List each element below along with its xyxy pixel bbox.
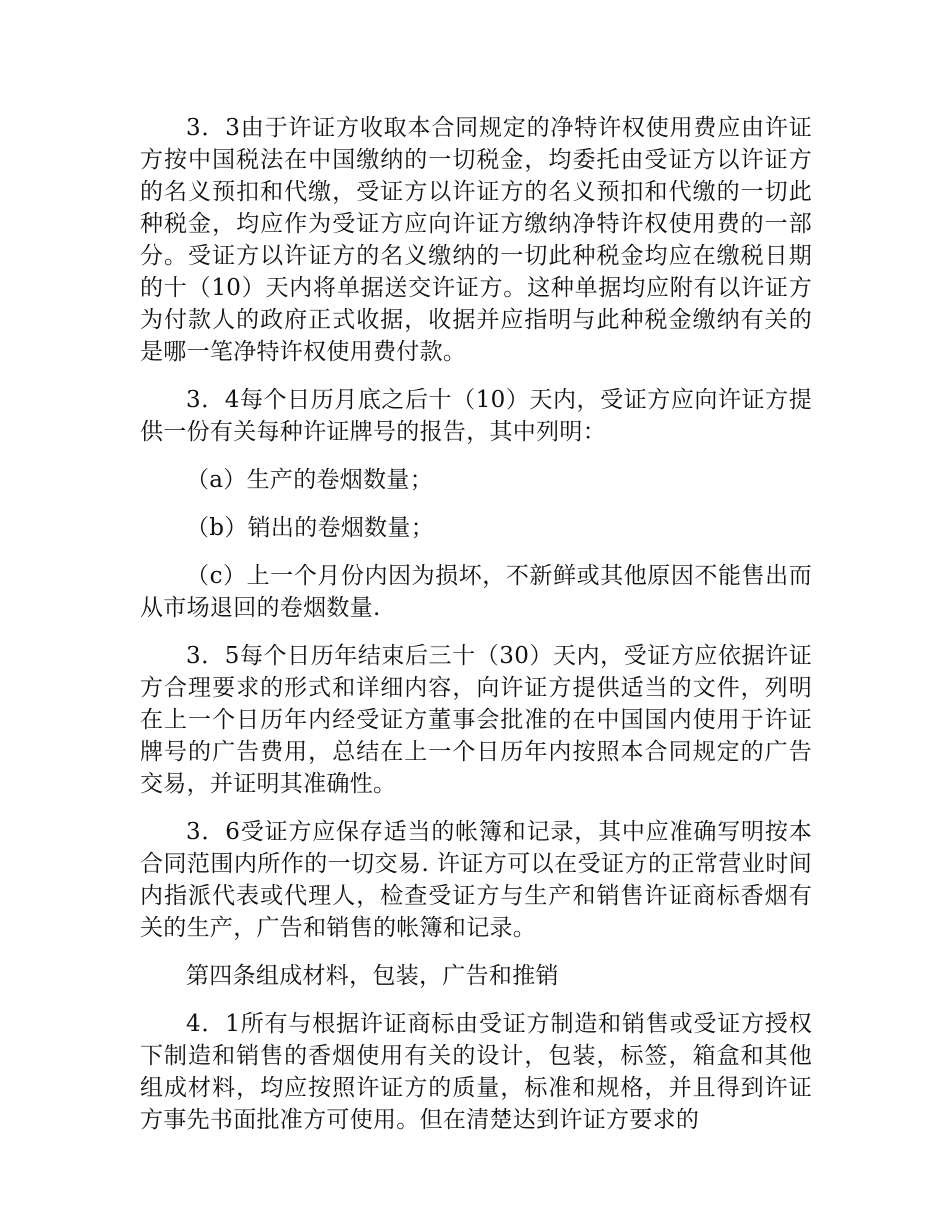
- paragraph-3-4: 3．4每个日历月底之后十（10）天内，受证方应向许证方提供一份有关每种许证牌号的报告，其中列明：: [140, 387, 812, 445]
- list-item-c: （c）上一个月份内因为损坏，不新鲜或其他原因不能售出而从市场退回的卷烟数量.: [140, 563, 812, 621]
- paragraph-3-3: 3．3由于许证方收取本合同规定的净特许权使用费应由许证方按中国税法在中国缴纳的一切税金，均委托由受证方以许证方的名义预扣和代缴，受证方以许证方的名义预扣和代缴的一切此种税金，均应作为受证方应向许证方缴纳净特许权使用费的一部分。受证方以许证方的名义缴纳的一切此种税金均应在缴税日期的十（10）天内将单据送交许证方。这种单据均应附有以许证方为付款人的政府正式收据，收据并应指明与此种税金缴纳有关的是哪一笔净特许权使用费付款。: [140, 115, 812, 365]
- list-item-b: （b）销出的卷烟数量；: [186, 515, 435, 541]
- section-heading-article-4: 第四条组成材料，包装，广告和推销: [186, 963, 559, 989]
- list-item-a: （a）生产的卷烟数量；: [186, 467, 434, 493]
- paragraph-3-5: 3．5每个日历年结束后三十（30）天内，受证方应依据许证方合理要求的形式和详细内容，向许证方提供适当的文件，列明在上一个日历年内经受证方董事会批准的在中国国内使用于许证牌号的广告费用，总结在上一个日历年内按照本合同规定的广告交易，并证明其准确性。: [140, 643, 812, 797]
- paragraph-4-1: 4．1所有与根据许证商标由受证方制造和销售或受证方授权下制造和销售的香烟使用有关的设计，包装，标签，箱盒和其他组成材料，均应按照许证方的质量，标准和规格，并且得到许证方事先书面批准方可使用。但在清楚达到许证方要求的: [140, 1011, 812, 1133]
- document-body: [140, 112, 812, 1152]
- paragraph-3-6: 3．6受证方应保存适当的帐簿和记录，其中应准确写明按本合同范围内所作的一切交易. 许证方可以在受证方的正常营业时间内指派代表或代理人，检查受证方与生产和销售许证商标香烟有关的生产，广告和销售的帐簿和记录。: [140, 819, 812, 941]
